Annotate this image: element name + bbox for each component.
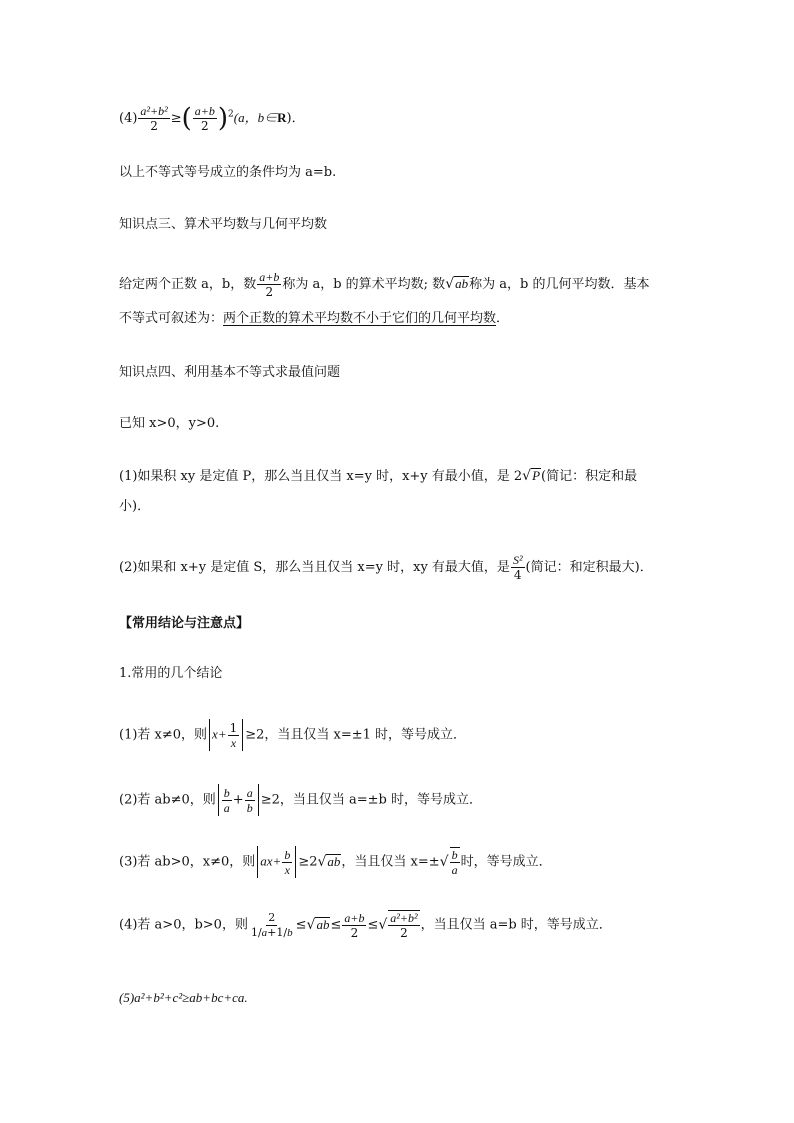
rule-1-cont: 小)． [119, 499, 151, 514]
rule-1-line: (1)如果积 xy 是定值 P，那么当且仅当 x=y 时，x+y 有最小值，是 2√P(简记：积定和最 [119, 468, 638, 484]
conclusion-4: (4)若 a>0，b>0，则 $\frac{2}{1/a+1/b}$ ≤√ab≤ $\frac{a+b}{2}$ ≤√ $\frac{\text{a²+b²}}{2}$ ，当且仅当 a=b 时，等号成立． [119, 910, 612, 940]
conclusion-5: (5)a²+b²+c²≥ab+bc+ca. [119, 990, 248, 1005]
sqrt-expr: ab [455, 276, 469, 291]
given-line: 已知 x>0，y>0. [119, 416, 220, 431]
conclusion-3: (3)若 ab>0，x≠0，则 ax+ $\frac{b}{x}$ ≥2√ab，当且仅当 x=±√ $\frac{b}{a}$ 时，等号成立． [119, 847, 552, 877]
conclusion-1: (1)若 x≠0，则 x+ $\frac{1}{x}$ ≥2，当且仅当 x=±1 时，等号成立． [119, 720, 467, 750]
section-heading-conclusions: 【常用结论与注意点】 [119, 615, 250, 630]
definition-line: 给定两个正数 a，b，数 $\frac{a+b}{2}$ 称为 a，b 的算术平均数; 数√ab称为 a，b 的几何平均数．基本 [119, 270, 650, 299]
fraction: $\frac{\text{S²}}{4}$ [512, 553, 523, 582]
definition-line-2: 不等式可叙述为：两个正数的算术平均数不小于它们的几何平均数． [119, 311, 510, 326]
item-label: (4) [119, 111, 138, 126]
subheading: 1.常用的几个结论 [119, 666, 223, 681]
formula-line-4: (4) $\frac{\text{a²+b²}}{2}$ ≥( $\frac{a+b}{2}$ )$^2$(a，b∈R)． [119, 103, 305, 134]
section-heading-4: 知识点四、利用基本不等式求最值问题 [119, 365, 341, 380]
rule-2-line: (2)如果和 x+y 是定值 S，那么当且仅当 x=y 时，xy 有最大值，是 $\frac{\text{S²}}{4}$ (简记：和定积最大)． [119, 553, 653, 582]
section-heading-3: 知识点三、算术平均数与几何平均数 [119, 217, 328, 232]
underlined-statement: 两个正数的算术平均数不小于它们的几何平均数 [223, 311, 497, 326]
condition-note: 以上不等式等号成立的条件均为 a=b. [119, 165, 337, 180]
fraction: $\frac{\text{a²+b²}}{2}$ [140, 104, 168, 133]
conclusion-2: (2)若 ab≠0，则 $\frac{b}{a}$ + $\frac{a}{b}$ ≥2，当且仅当 a=±b 时，等号成立． [119, 785, 482, 815]
fraction: $\frac{a+b}{2}$ [259, 270, 280, 299]
fraction: $\frac{a+b}{2}$ [194, 104, 215, 133]
